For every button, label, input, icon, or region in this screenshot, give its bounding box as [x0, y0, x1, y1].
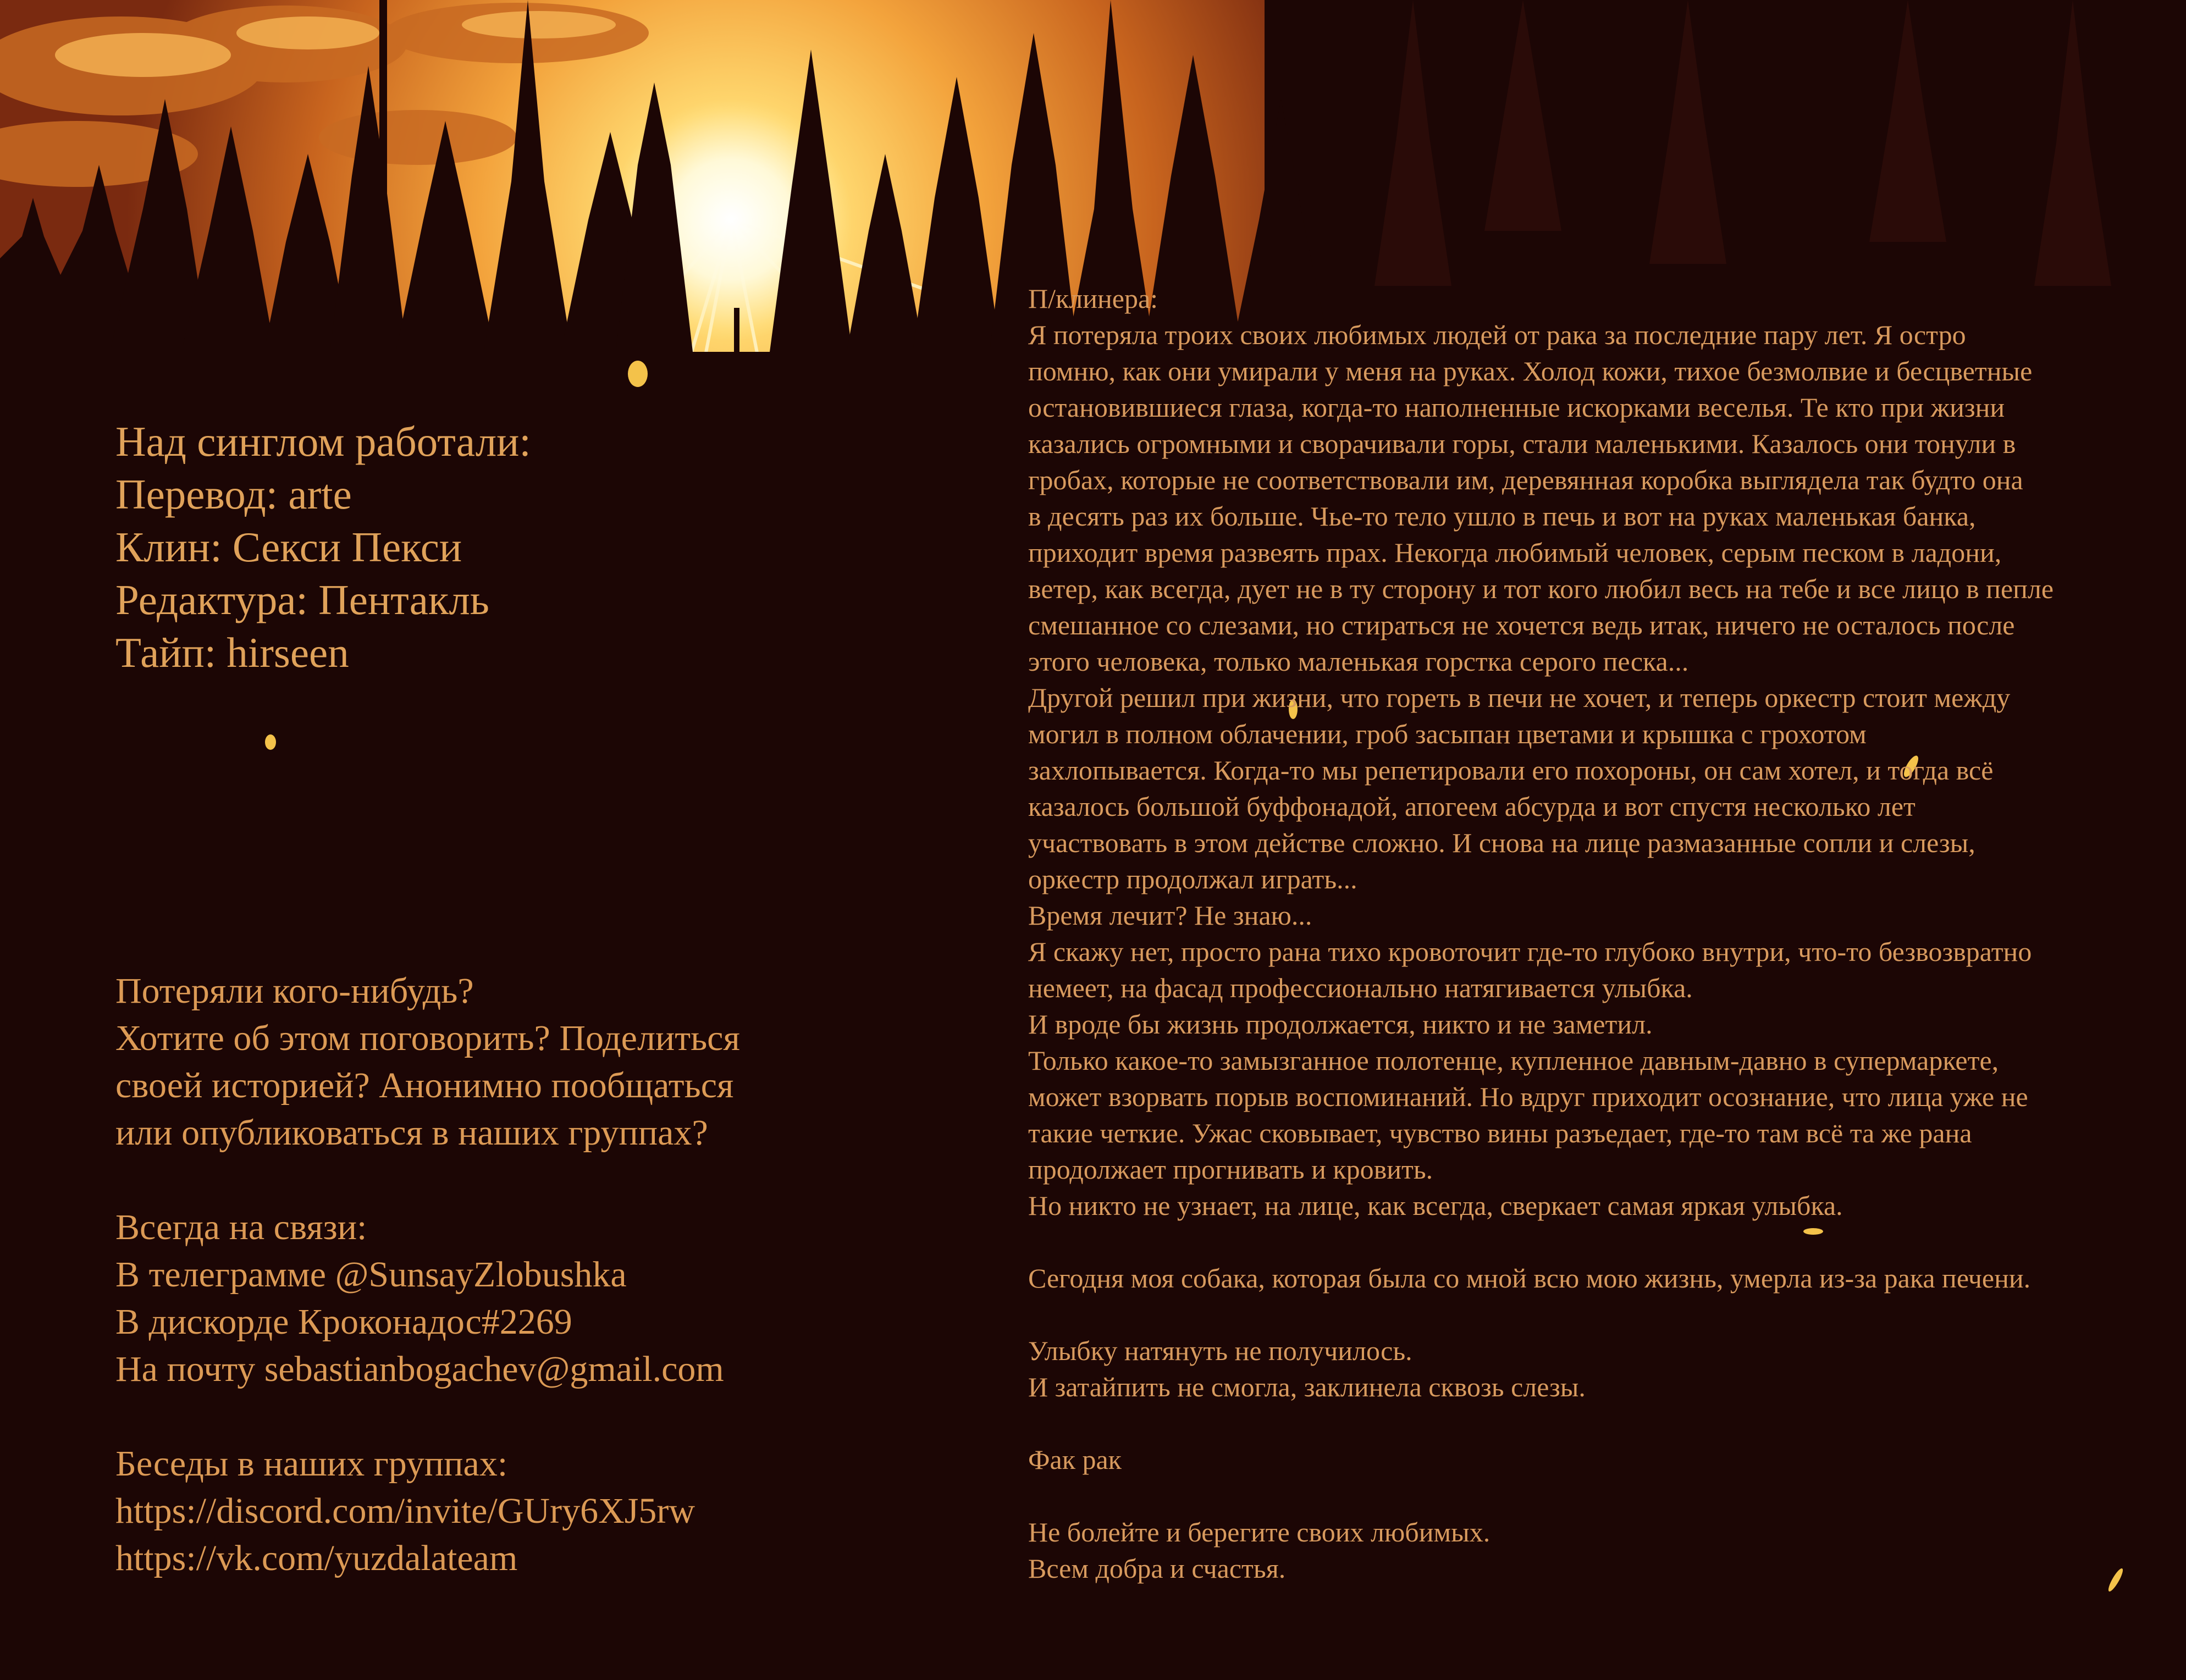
letter-line: в десять раз их больше. Чье-то тело ушло в печь и вот на руках маленькая банка, — [1028, 501, 1976, 532]
letter-line: ветер, как всегда, дует не в ту сторону и тот кого любил весь на тебе и все лицо в пепле — [1028, 573, 2054, 604]
discord-invite-link: https://discord.com/invite/GUry6XJ5rw — [115, 1491, 695, 1531]
letter-line: Время лечит? Не знаю... — [1028, 900, 1312, 931]
credits-typing: Тайп: hirseen — [115, 629, 349, 676]
letter-line: такие четкие. Ужас сковывает, чувство вины разъедает, где-то там всё та же рана — [1028, 1118, 1972, 1148]
letter-line: участвовать в этом действе сложно. И снова на лице размазанные сопли и слезы, — [1028, 827, 1975, 858]
letter-line: немеет, на фасад профессионально натягивается улыбка. — [1028, 972, 1693, 1003]
promo-block — [115, 968, 874, 1582]
letter-fak-rak: Фак рак — [1028, 1444, 1122, 1475]
promo-question: Потеряли кого-нибудь? — [115, 971, 474, 1011]
promo-invite-line2: своей историей? Анонимно пообщаться — [115, 1065, 734, 1106]
letter-line: казались огромными и сворачивали горы, стали маленькими. Казалось они тонули в — [1028, 428, 2016, 459]
letter-wish-line2: Всем добра и счастья. — [1028, 1553, 1286, 1584]
credits-heading: Над синглом работали: — [115, 418, 531, 465]
letter-line: захлопывается. Когда-то мы репетировали его похороны, он сам хотел, и тогда всё — [1028, 755, 1994, 786]
letter-line: этого человека, только маленькая горстка серого песка... — [1028, 646, 1689, 677]
credits-translation: Перевод: arte — [115, 471, 352, 518]
letter-line: оркестр продолжал играть... — [1028, 864, 1357, 894]
groups-heading: Беседы в наших группах: — [115, 1444, 508, 1484]
letter-line: казалось большой буффонадой, апогеем абсурда и вот спустя несколько лет — [1028, 791, 1915, 822]
letter-line: И вроде бы жизнь продолжается, никто и не заметил. — [1028, 1009, 1653, 1040]
letter-line: смешанное со слезами, но стираться не хочется ведь итак, ничего не осталось после — [1028, 610, 2015, 640]
letter-line: Другой решил при жизни, что гореть в печи не хочет, и теперь оркестр стоит между — [1028, 682, 2011, 713]
letter-line: Но никто не узнает, на лице, как всегда, сверкает самая яркая улыбка. — [1028, 1190, 1843, 1221]
letter-line: приходит время развеять прах. Некогда любимый человек, серым песком в ладони, — [1028, 537, 2002, 568]
letter-line: Я скажу нет, просто рана тихо кровоточит где-то глубоко внутри, что-то безвозвратно — [1028, 936, 2032, 967]
letter-line: Только какое-то замызганное полотенце, купленное давным-давно в супермаркете, — [1028, 1045, 1999, 1076]
letter-line: помню, как они умирали у меня на руках. Холод кожи, тихое безмолвие и бесцветные — [1028, 356, 2033, 386]
credits-cleaning: Клин: Секси Пекси — [115, 523, 462, 571]
contact-telegram: В телеграмме @SunsayZlobushka — [115, 1255, 627, 1295]
letter-line: могил в полном облачении, гроб засыпан цветами и крышка с грохотом — [1028, 719, 1867, 749]
letter-line: П/клинера: — [1028, 283, 1158, 314]
contact-email: На почту sebastianbogachev@gmail.com — [115, 1349, 724, 1389]
credits-editing: Редактура: Пентакль — [115, 576, 489, 623]
letter-line: может взорвать порыв воспоминаний. Но вдруг приходит осознание, что лица уже не — [1028, 1081, 2028, 1112]
contact-discord: В дискорде Кроконадос#2269 — [115, 1302, 572, 1342]
vk-group-link: https://vk.com/yuzdalateam — [115, 1538, 518, 1578]
letter-paragraph — [1028, 280, 2128, 1224]
letter-smile-line2: И затайпить не смогла, заклинела сквозь слезы. — [1028, 1372, 1586, 1402]
cleaner-letter — [1028, 280, 2128, 1587]
credits-block — [115, 415, 830, 679]
letter-line: продолжает прогнивать и кровить. — [1028, 1154, 1433, 1185]
promo-invite-line1: Хотите об этом поговорить? Поделиться — [115, 1018, 740, 1058]
letter-line: остановившиеся глаза, когда-то наполненные искорками веселья. Те кто при жизни — [1028, 392, 2005, 423]
promo-invite-line3: или опубликоваться в наших группах? — [115, 1113, 708, 1153]
letter-line: Я потеряла троих своих любимых людей от рака за последние пару лет. Я остро — [1028, 319, 1966, 350]
letter-smile-line1: Улыбку натянуть не получилось. — [1028, 1335, 1412, 1366]
letter-dog-line: Сегодня моя собака, которая была со мной всю мою жизнь, умерла из-за рака печени. — [1028, 1263, 2031, 1294]
letter-line: гробах, которые не соответствовали им, деревянная коробка выглядела так будто она — [1028, 465, 2023, 495]
contacts-heading: Всегда на связи: — [115, 1207, 367, 1247]
letter-wish-line1: Не болейте и берегите своих любимых. — [1028, 1517, 1491, 1548]
